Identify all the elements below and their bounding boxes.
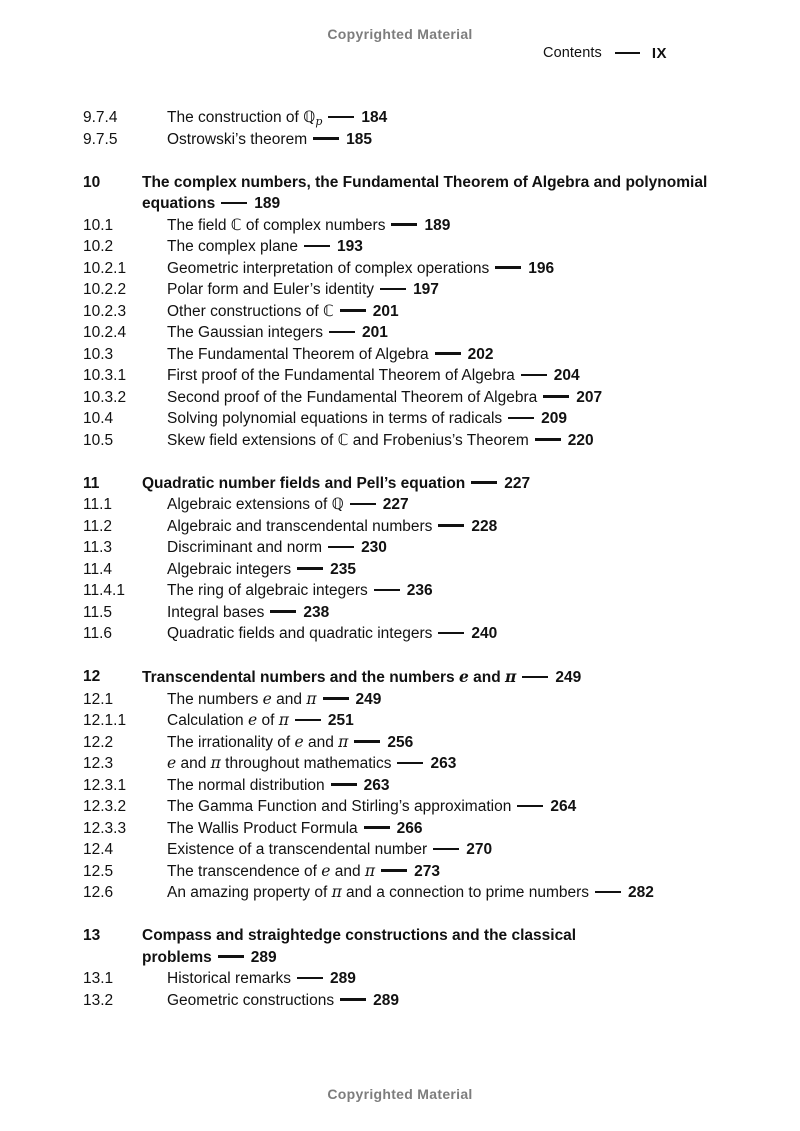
running-header-title: Contents bbox=[543, 45, 602, 61]
page-number: 266 bbox=[396, 819, 423, 837]
page-number: 209 bbox=[541, 410, 568, 427]
section-number: 12.1.1 bbox=[83, 712, 127, 729]
page-rule bbox=[221, 202, 247, 205]
page-number: 184 bbox=[361, 109, 388, 126]
page-rule bbox=[543, 395, 569, 398]
section-number: 12.6 bbox=[83, 884, 114, 901]
page-rule bbox=[364, 826, 390, 829]
section-title: The transcendence of e and π 273 bbox=[167, 861, 440, 880]
section-number: 10.3 bbox=[83, 345, 114, 363]
page-rule bbox=[438, 524, 464, 527]
section-title: Quadratic number fields and Pell’s equation 227 bbox=[142, 474, 531, 492]
section-number: 11.5 bbox=[83, 603, 113, 621]
section-number: 13 bbox=[83, 927, 101, 944]
page-rule bbox=[328, 116, 354, 119]
section-title: The field ℂ of complex numbers 189 bbox=[167, 215, 451, 234]
page-number: 251 bbox=[327, 712, 354, 729]
page-number: 230 bbox=[361, 539, 387, 556]
section-title: Integral bases 238 bbox=[167, 603, 330, 621]
page-rule bbox=[331, 783, 357, 786]
section-number: 10.2.1 bbox=[83, 259, 127, 277]
section-title: The complex plane 193 bbox=[167, 238, 363, 255]
page-rule bbox=[595, 891, 621, 894]
section-title: The Fundamental Theorem of Algebra 202 bbox=[167, 345, 494, 363]
running-header bbox=[543, 44, 667, 62]
section-title: e and π throughout mathematics 263 bbox=[167, 754, 457, 772]
page-number: 193 bbox=[336, 238, 363, 255]
section-title: Calculation e of π 251 bbox=[167, 711, 354, 729]
toc-entry-10-5 bbox=[83, 430, 745, 452]
toc-entry-12-5 bbox=[83, 861, 745, 883]
page-number: 228 bbox=[471, 517, 498, 535]
section-title: The numbers e and π 249 bbox=[167, 689, 382, 708]
blackboard-letter: ℚ bbox=[331, 495, 344, 513]
toc-entry-11-4 bbox=[83, 559, 745, 581]
page-rule bbox=[435, 352, 461, 355]
section-number: 9.7.4 bbox=[83, 109, 118, 126]
section-number: 11.2 bbox=[83, 517, 113, 535]
toc-entry-11-4-1 bbox=[83, 580, 745, 602]
page-number: 256 bbox=[387, 733, 414, 751]
page-rule bbox=[340, 998, 366, 1001]
section-title: Geometric constructions 289 bbox=[167, 991, 399, 1009]
toc-entry-12-1 bbox=[83, 689, 745, 711]
section-number: 11.6 bbox=[83, 625, 113, 642]
section-title: The Wallis Product Formula 266 bbox=[167, 819, 423, 837]
page-number: 263 bbox=[363, 776, 390, 794]
page-number: 196 bbox=[528, 259, 555, 277]
page-number: 201 bbox=[361, 324, 388, 341]
toc-entry-10-2 bbox=[83, 236, 745, 258]
toc-entry-13-1 bbox=[83, 968, 745, 990]
page-number: 289 bbox=[250, 948, 277, 966]
section-number: 11.3 bbox=[83, 539, 113, 556]
section-number: 10.2.3 bbox=[83, 302, 127, 320]
section-title: The ring of algebraic integers 236 bbox=[167, 582, 433, 599]
section-number: 10.2.2 bbox=[83, 281, 127, 298]
page-rule bbox=[313, 137, 339, 140]
page-number: 249 bbox=[555, 669, 582, 686]
page-rule bbox=[329, 331, 355, 334]
toc-entry-13-2 bbox=[83, 990, 745, 1012]
toc-entry-9-7-5 bbox=[83, 129, 745, 151]
toc-entry-10-3 bbox=[83, 344, 745, 366]
section-title: Geometric interpretation of complex operations 196 bbox=[167, 259, 555, 277]
page-rule bbox=[471, 481, 497, 484]
section-title: The complex numbers, the Fundamental Theorem of Algebra and polynomial equations 189 bbox=[142, 173, 708, 212]
page-rule bbox=[297, 567, 323, 570]
page-number: 197 bbox=[413, 281, 439, 298]
copyright-notice-bottom: Copyrighted Material bbox=[327, 1086, 473, 1102]
section-title: Solving polynomial equations in terms of radicals 209 bbox=[167, 410, 568, 427]
page-number: 238 bbox=[303, 603, 330, 621]
section-number: 10.3.1 bbox=[83, 367, 127, 384]
page-number: 220 bbox=[567, 431, 594, 449]
section-number: 12 bbox=[83, 668, 101, 685]
toc-entry-10-2-3 bbox=[83, 301, 745, 323]
page-rule bbox=[521, 374, 547, 377]
page-number: 201 bbox=[372, 302, 399, 320]
toc-entry-10-2-2 bbox=[83, 279, 745, 301]
toc-entry-10-3-1 bbox=[83, 365, 745, 387]
section-title: Second proof of the Fundamental Theorem of Algebra 207 bbox=[167, 388, 603, 406]
section-title: Polar form and Euler’s identity 197 bbox=[167, 281, 439, 298]
page-rule bbox=[522, 676, 548, 679]
toc-entry-12-4 bbox=[83, 839, 745, 861]
page-rule bbox=[397, 762, 423, 765]
toc-block bbox=[83, 172, 745, 452]
blackboard-letter: ℂ bbox=[322, 301, 334, 320]
page-number: 185 bbox=[346, 130, 372, 148]
page-number: 289 bbox=[330, 970, 356, 987]
toc-entry-12-6 bbox=[83, 882, 745, 904]
section-number: 10.5 bbox=[83, 431, 114, 449]
page-number-roman: IX bbox=[651, 44, 668, 62]
page-rule bbox=[323, 697, 349, 700]
section-title: The construction of ℚ$_p$ 184 bbox=[167, 108, 388, 128]
section-number: 11 bbox=[83, 474, 100, 492]
section-title: Transcendental numbers and the numbers e and π 249 bbox=[142, 667, 582, 686]
section-title: Historical remarks 289 bbox=[167, 970, 356, 987]
page-rule bbox=[340, 309, 366, 312]
section-title: Ostrowski’s theorem 185 bbox=[167, 130, 372, 148]
toc-entry-12-3-2 bbox=[83, 796, 745, 818]
toc-entry-11 bbox=[83, 473, 745, 495]
section-title: The normal distribution 263 bbox=[167, 776, 390, 794]
page-rule bbox=[508, 417, 534, 420]
section-number: 12.3.2 bbox=[83, 798, 127, 815]
page-rule bbox=[517, 805, 543, 808]
toc-entry-12-3-3 bbox=[83, 818, 745, 840]
section-number: 13.1 bbox=[83, 970, 114, 987]
page-number: 289 bbox=[373, 991, 399, 1009]
section-number: 12.3.3 bbox=[83, 819, 127, 837]
page-number: 207 bbox=[576, 388, 603, 406]
page-rule bbox=[218, 955, 244, 958]
toc-entry-12-1-1 bbox=[83, 710, 745, 732]
page-number: 263 bbox=[430, 755, 457, 772]
section-number: 12.3 bbox=[83, 755, 114, 772]
toc-entry-11-2 bbox=[83, 516, 745, 538]
page-number: 204 bbox=[553, 367, 580, 384]
section-title: Algebraic integers 235 bbox=[167, 560, 356, 578]
section-title: Compass and straightedge constructions and the classical problems 289 bbox=[142, 927, 577, 966]
page-number: 189 bbox=[424, 216, 451, 234]
blackboard-letter: ℚ bbox=[303, 108, 316, 126]
toc-entry-13 bbox=[83, 925, 745, 968]
page-rule bbox=[374, 589, 400, 592]
section-number: 10.2.4 bbox=[83, 324, 127, 341]
section-title: Quadratic fields and quadratic integers 240 bbox=[167, 625, 498, 642]
section-number: 10.4 bbox=[83, 410, 114, 427]
page-rule bbox=[380, 288, 406, 291]
page-rule bbox=[297, 977, 323, 980]
toc-entry-12 bbox=[83, 666, 745, 689]
toc-entry-12-3-1 bbox=[83, 775, 745, 797]
section-number: 13.2 bbox=[83, 991, 114, 1009]
section-number: 10.1 bbox=[83, 216, 114, 234]
section-title: Other constructions of ℂ 201 bbox=[167, 301, 399, 320]
toc-block bbox=[83, 666, 745, 904]
section-number: 12.5 bbox=[83, 862, 114, 880]
section-number: 11.1 bbox=[83, 496, 113, 513]
page-rule bbox=[391, 223, 417, 226]
section-number: 11.4 bbox=[83, 560, 113, 578]
page-rule bbox=[295, 719, 321, 722]
section-title: The irrationality of e and π 256 bbox=[167, 732, 414, 751]
page-number: 270 bbox=[466, 841, 493, 858]
page-rule bbox=[381, 869, 407, 872]
section-title: The Gaussian integers 201 bbox=[167, 324, 388, 341]
section-title: Algebraic and transcendental numbers 228 bbox=[167, 517, 498, 535]
page-number: 249 bbox=[355, 690, 382, 708]
page-rule bbox=[438, 632, 464, 635]
page-rule bbox=[495, 266, 521, 269]
page-number: 236 bbox=[406, 582, 433, 599]
toc-entry-10-3-2 bbox=[83, 387, 745, 409]
page-number: 282 bbox=[628, 884, 654, 901]
toc bbox=[83, 107, 745, 1011]
section-title: First proof of the Fundamental Theorem of Algebra 204 bbox=[167, 367, 580, 384]
toc-entry-11-5 bbox=[83, 602, 745, 624]
section-title: The Gamma Function and Stirling’s approximation 264 bbox=[167, 798, 577, 815]
section-title: Skew field extensions of ℂ and Frobenius’s Theorem 220 bbox=[167, 430, 594, 449]
page-rule bbox=[354, 740, 380, 743]
page-number: 240 bbox=[471, 625, 498, 642]
section-title: Existence of a transcendental number 270 bbox=[167, 841, 493, 858]
toc-entry-9-7-4 bbox=[83, 107, 745, 129]
page-rule bbox=[350, 503, 376, 506]
toc-entry-11-3 bbox=[83, 537, 745, 559]
page-rule bbox=[270, 610, 296, 613]
page-number: 273 bbox=[414, 862, 440, 880]
toc-entry-10-2-4 bbox=[83, 322, 745, 344]
toc-entry-10 bbox=[83, 172, 745, 215]
section-number: 10.2 bbox=[83, 238, 114, 255]
blackboard-letter: ℂ bbox=[337, 430, 349, 449]
section-number: 12.1 bbox=[83, 690, 114, 708]
blackboard-letter: ℂ bbox=[230, 215, 242, 234]
page-number: 227 bbox=[504, 474, 531, 492]
toc-entry-12-2 bbox=[83, 732, 745, 754]
page-number: 264 bbox=[550, 798, 577, 815]
toc-block bbox=[83, 925, 745, 1011]
toc-entry-11-6 bbox=[83, 623, 745, 645]
section-number: 12.4 bbox=[83, 841, 114, 858]
copyright-notice-top: Copyrighted Material bbox=[327, 26, 473, 42]
toc-entry-10-4 bbox=[83, 408, 745, 430]
page-number: 227 bbox=[382, 496, 409, 513]
page-number: 189 bbox=[254, 195, 281, 212]
header-rule bbox=[615, 52, 640, 55]
toc-entry-10-2-1 bbox=[83, 258, 745, 280]
section-number: 12.3.1 bbox=[83, 776, 127, 794]
section-title: An amazing property of π and a connection to prime numbers 282 bbox=[167, 883, 654, 901]
toc-entry-10-1 bbox=[83, 215, 745, 237]
page-rule bbox=[328, 546, 354, 549]
section-number: 11.4.1 bbox=[83, 582, 125, 599]
toc-entry-12-3 bbox=[83, 753, 745, 775]
page-number: 202 bbox=[467, 345, 494, 363]
toc-entry-11-1 bbox=[83, 494, 745, 516]
page-rule bbox=[433, 848, 459, 851]
section-number: 10 bbox=[83, 173, 101, 191]
page-number: 235 bbox=[330, 560, 356, 578]
toc-block bbox=[83, 473, 745, 645]
section-title: Algebraic extensions of ℚ 227 bbox=[167, 495, 409, 513]
section-title: Discriminant and norm 230 bbox=[167, 539, 387, 556]
toc-block bbox=[83, 107, 745, 150]
section-number: 10.3.2 bbox=[83, 388, 127, 406]
section-number: 9.7.5 bbox=[83, 130, 118, 148]
section-number: 12.2 bbox=[83, 733, 114, 751]
page-rule bbox=[304, 245, 330, 248]
page-rule bbox=[535, 438, 561, 441]
